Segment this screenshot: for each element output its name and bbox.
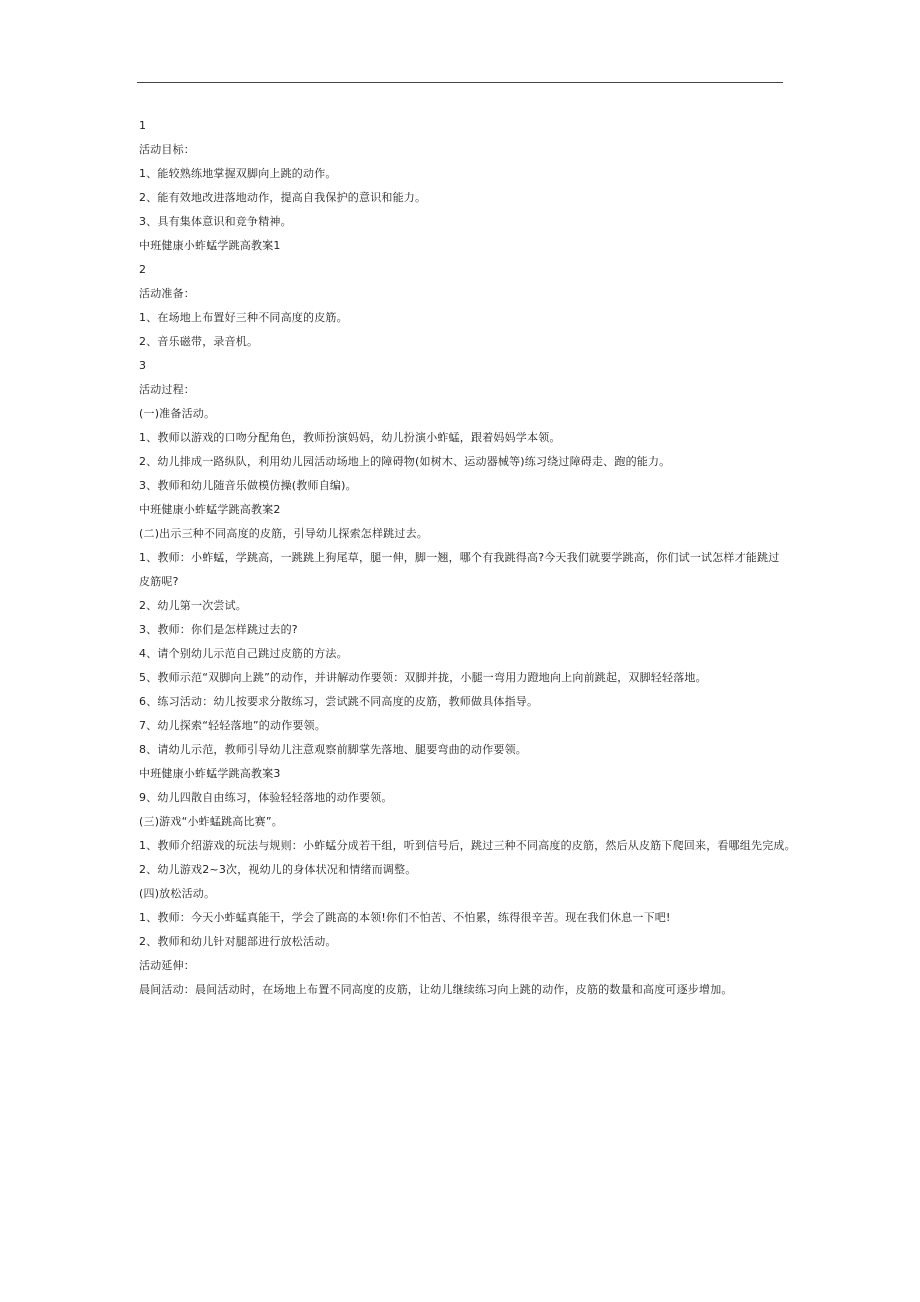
objective-item: 1、能较熟练地掌握双脚向上跳的动作。 (139, 167, 337, 180)
process-item: 9、幼儿四散自由练习，体验轻轻落地的动作要领。 (139, 791, 393, 804)
process-item: 3、教师和幼儿随音乐做模仿操(教师自编)。 (139, 479, 357, 492)
lesson-title: 中班健康小蚱蜢学跳高教案3 (139, 767, 281, 780)
document-body (139, 114, 796, 1002)
heading-preparation: 活动准备： (139, 287, 195, 300)
heading-process: 活动过程： (139, 383, 195, 396)
process-item: 5、教师示范“双脚向上跳”的动作，并讲解动作要领：双脚并拢，小腿一弯用力蹬地向上向前跳起，双脚轻轻落地。 (139, 671, 707, 684)
section-number: 1 (139, 119, 147, 132)
section-number: 2 (139, 263, 147, 276)
process-item: 1、教师：今天小蚱蜢真能干，学会了跳高的本领!你们不怕苦、不怕累，练得很辛苦。现在我们休息一下吧! (139, 911, 671, 924)
subheading: (一)准备活动。 (139, 407, 216, 420)
process-item: 1、教师介绍游戏的玩法与规则：小蚱蜢分成若干组，听到信号后，跳过三种不同高度的皮筋，然后从皮筋下爬回来，看哪组先完成。 (139, 839, 796, 852)
process-item: 3、教师：你们是怎样跳过去的? (139, 623, 298, 636)
header-rule (137, 82, 783, 83)
process-item: 2、幼儿第一次尝试。 (139, 599, 247, 612)
heading-extension: 活动延伸： (139, 959, 195, 972)
process-item: 2、幼儿游戏2~3次，视幼儿的身体状况和情绪而调整。 (139, 863, 417, 876)
subheading: (四)放松活动。 (139, 887, 216, 900)
process-item: 8、请幼儿示范，教师引导幼儿注意观察前脚掌先落地、腿要弯曲的动作要领。 (139, 743, 527, 756)
process-item: 2、幼儿排成一路纵队，利用幼儿园活动场地上的障碍物(如树木、运动器械等)练习绕过障碍走、跑的能力。 (139, 455, 671, 468)
heading-objectives: 活动目标： (139, 143, 195, 156)
extension-item: 晨间活动：晨间活动时，在场地上布置不同高度的皮筋，让幼儿继续练习向上跳的动作，皮筋的数量和高度可逐步增加。 (139, 983, 733, 996)
objective-item: 3、具有集体意识和竞争精神。 (139, 215, 292, 228)
lesson-title: 中班健康小蚱蜢学跳高教案2 (139, 503, 281, 516)
process-item: 6、练习活动：幼儿按要求分散练习，尝试跳不同高度的皮筋，教师做具体指导。 (139, 695, 539, 708)
section-number: 3 (139, 359, 147, 372)
preparation-item: 1、在场地上布置好三种不同高度的皮筋。 (139, 311, 348, 324)
lesson-title: 中班健康小蚱蜢学跳高教案1 (139, 239, 281, 252)
subheading: (三)游戏“小蚱蜢跳高比赛”。 (139, 815, 283, 828)
process-item: 1、教师：小蚱蜢，学跳高，一跳跳上狗尾草，腿一伸，脚一翘，哪个有我跳得高?今天我们就要学跳高，你们试一试怎样才能跳过皮筋呢? (139, 551, 780, 588)
preparation-item: 2、音乐磁带，录音机。 (139, 335, 259, 348)
process-item: 2、教师和幼儿针对腿部进行放松活动。 (139, 935, 337, 948)
subheading: (二)出示三种不同高度的皮筋，引导幼儿探索怎样跳过去。 (139, 527, 428, 540)
objective-item: 2、能有效地改进落地动作，提高自我保护的意识和能力。 (139, 191, 427, 204)
process-item: 7、幼儿探索“轻轻落地”的动作要领。 (139, 719, 326, 732)
process-item: 1、教师以游戏的口吻分配角色，教师扮演妈妈，幼儿扮演小蚱蜢，跟着妈妈学本领。 (139, 431, 561, 444)
process-item: 4、请个别幼儿示范自己跳过皮筋的方法。 (139, 647, 348, 660)
